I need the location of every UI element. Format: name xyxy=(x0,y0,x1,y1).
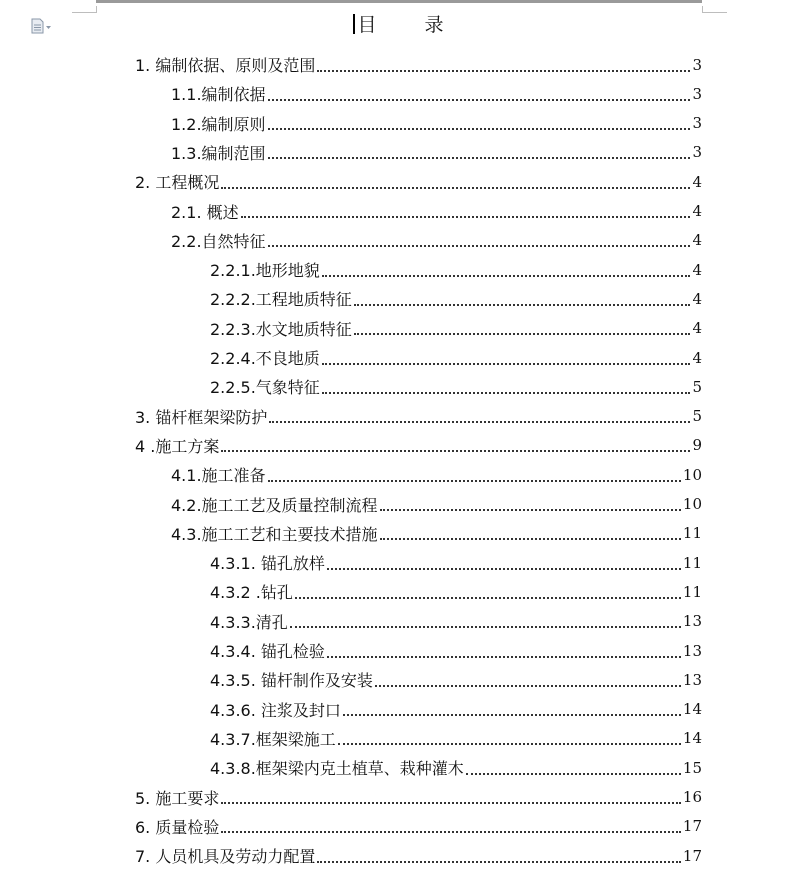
toc-entry[interactable] xyxy=(135,812,702,841)
toc-entry-page-number: 13 xyxy=(682,670,702,689)
toc-entry-label: 2.2.2.工程地质特征 xyxy=(210,290,352,310)
toc-entry-page-number: 5 xyxy=(692,407,702,426)
toc-entry[interactable] xyxy=(210,372,702,401)
toc-entry-page-number: 3 xyxy=(692,84,702,103)
toc-entry-label: 2.2.4.不良地质 xyxy=(210,349,320,368)
toc-entry[interactable] xyxy=(171,79,702,108)
toc-dot-leader xyxy=(322,363,690,365)
toc-entry[interactable] xyxy=(135,841,702,870)
toc-entry[interactable] xyxy=(171,109,702,138)
toc-entry[interactable] xyxy=(210,724,702,753)
toc-entry[interactable] xyxy=(135,167,702,196)
toc-dot-leader xyxy=(268,99,690,101)
toc-dot-leader xyxy=(290,626,681,628)
toc-entry[interactable] xyxy=(210,695,702,724)
toc-entry[interactable] xyxy=(210,255,702,284)
toc-dot-leader xyxy=(241,216,690,218)
toc-dot-leader xyxy=(317,861,681,863)
toc-entry-label: 1. 编制依据、原则及范围 xyxy=(135,56,316,75)
toc-dot-leader xyxy=(221,450,690,452)
toc-title-left: 目 xyxy=(357,14,377,36)
toc-dot-leader xyxy=(380,538,681,540)
toc-dot-leader xyxy=(322,392,690,394)
toc-entry-page-number: 4 xyxy=(692,202,702,220)
toc-entry-page-number: 14 xyxy=(682,700,702,719)
toc-entry[interactable] xyxy=(210,284,702,313)
toc-entry[interactable] xyxy=(135,402,702,431)
toc-entry-page-number: 17 xyxy=(682,846,702,865)
toc-dot-leader xyxy=(269,421,690,423)
toc-entry[interactable] xyxy=(135,431,702,460)
toc-entry[interactable] xyxy=(210,343,702,372)
toc-entry-label: 2. 工程概况 xyxy=(135,173,220,193)
toc-entry-page-number: 4 xyxy=(692,260,702,279)
toc-entry-label: 4.3.4. 锚孔检验 xyxy=(210,642,325,661)
toc-entry-label: 4.1.施工准备 xyxy=(171,466,266,486)
toc-entry-label: 6. 质量检验 xyxy=(135,817,220,837)
toc-dot-leader xyxy=(343,714,681,716)
toc-entry-label: 4.3.5. 锚杆制作及安装 xyxy=(210,671,373,691)
toc-entry-label: 4.2.施工工艺及质量控制流程 xyxy=(171,495,378,515)
toc-dot-leader xyxy=(466,773,681,775)
toc-entry-page-number: 10 xyxy=(682,465,702,484)
toc-entry[interactable] xyxy=(210,577,702,606)
toc-entry-page-number: 4 xyxy=(692,348,702,367)
toc-entry-page-number: 9 xyxy=(692,436,702,455)
toc-dot-leader xyxy=(295,597,681,599)
toc-entry-page-number: 14 xyxy=(682,729,702,748)
toc-entry-label: 2.2.3.水文地质特征 xyxy=(210,319,352,339)
toc-dot-leader xyxy=(338,743,681,745)
toc-entry-page-number: 3 xyxy=(692,143,702,162)
toc-entry-label: 3. 锚杆框架梁防护 xyxy=(135,407,268,427)
toc-entry-page-number: 5 xyxy=(692,377,702,396)
toc-dot-leader xyxy=(317,70,690,72)
toc-entry[interactable] xyxy=(171,226,702,255)
toc-entry-page-number: 11 xyxy=(682,524,702,543)
toc-entry-page-number: 4 xyxy=(692,231,702,250)
toc-title xyxy=(0,10,797,37)
toc-entry-label: 2.2.1.地形地貌 xyxy=(210,261,320,281)
toc-entry[interactable] xyxy=(171,197,702,226)
toc-entry-label: 4.3.8.框架梁内克土植草、栽种灌木 xyxy=(210,759,464,779)
toc-entry-page-number: 16 xyxy=(682,788,702,806)
toc-dot-leader xyxy=(221,831,681,833)
toc-entry[interactable] xyxy=(135,50,702,79)
toc-entry[interactable] xyxy=(210,636,702,665)
toc-entry-label: 1.1.编制依据 xyxy=(171,85,266,105)
toc-entry[interactable] xyxy=(171,138,702,167)
toc-entry-page-number: 10 xyxy=(682,495,702,513)
toc-title-right: 录 xyxy=(424,14,444,36)
toc-dot-leader xyxy=(354,304,690,306)
toc-entry[interactable] xyxy=(135,783,702,812)
toc-entry-page-number: 4 xyxy=(692,289,702,308)
toc-dot-leader xyxy=(322,275,690,277)
toc-entry-label: 4.3.1. 锚孔放样 xyxy=(210,554,325,574)
toc-dot-leader xyxy=(268,245,690,247)
toc-entry[interactable] xyxy=(210,753,702,782)
toc-entry-page-number: 4 xyxy=(692,172,702,191)
toc-dot-leader xyxy=(327,656,681,658)
toc-dot-leader xyxy=(375,685,681,687)
toc-entry-page-number: 15 xyxy=(682,758,702,777)
toc-entry[interactable] xyxy=(171,519,702,548)
text-cursor xyxy=(353,14,355,34)
toc-dot-leader xyxy=(327,568,681,570)
toc-dot-leader xyxy=(268,128,690,130)
toc-entry[interactable] xyxy=(210,548,702,577)
toc-entry[interactable] xyxy=(171,490,702,519)
toc-entry-label: 2.2.自然特征 xyxy=(171,231,266,251)
toc-entry-label: 7. 人员机具及劳动力配置 xyxy=(135,847,316,867)
toc-entry-page-number: 17 xyxy=(682,817,702,836)
toc-dot-leader xyxy=(380,509,681,511)
toc-entry-label: 4.3.6. 注浆及封口 xyxy=(210,700,341,720)
toc-dot-leader xyxy=(268,480,681,482)
toc-entry-label: 4 .施工方案 xyxy=(135,436,220,456)
toc-entry-page-number: 13 xyxy=(682,612,702,631)
toc-entry-page-number: 13 xyxy=(682,641,702,660)
toc-entry-page-number: 4 xyxy=(692,319,702,338)
page-top-edge xyxy=(96,0,702,3)
toc-entry-page-number: 3 xyxy=(692,114,702,133)
toc-dot-leader xyxy=(221,802,681,804)
toc-entry[interactable] xyxy=(210,665,702,694)
toc-entry-label: 2.2.5.气象特征 xyxy=(210,378,320,398)
toc-dot-leader xyxy=(221,187,690,189)
toc-entry-label: 2.1. 概述 xyxy=(171,202,239,222)
toc-entry-label: 4.3.7.框架梁施工 xyxy=(210,729,336,749)
toc-entry-page-number: 11 xyxy=(682,553,702,572)
toc-entry[interactable] xyxy=(210,314,702,343)
toc-entry-page-number: 3 xyxy=(692,55,702,74)
toc-entry[interactable] xyxy=(171,460,702,489)
toc-dot-leader xyxy=(354,333,690,335)
toc-entry-label: 1.2.编制原则 xyxy=(171,114,266,134)
toc-entry-label: 4.3.施工工艺和主要技术措施 xyxy=(171,524,378,544)
toc-entry-label: 1.3.编制范围 xyxy=(171,143,266,163)
toc-entry-label: 4.3.2 .钻孔 xyxy=(210,583,293,603)
toc-entry-label: 4.3.3.清孔 xyxy=(210,612,288,632)
toc-entry-page-number: 11 xyxy=(682,582,702,601)
toc-entry-label: 5. 施工要求 xyxy=(135,788,220,808)
toc-entry[interactable] xyxy=(210,607,702,636)
toc-dot-leader xyxy=(268,157,690,159)
